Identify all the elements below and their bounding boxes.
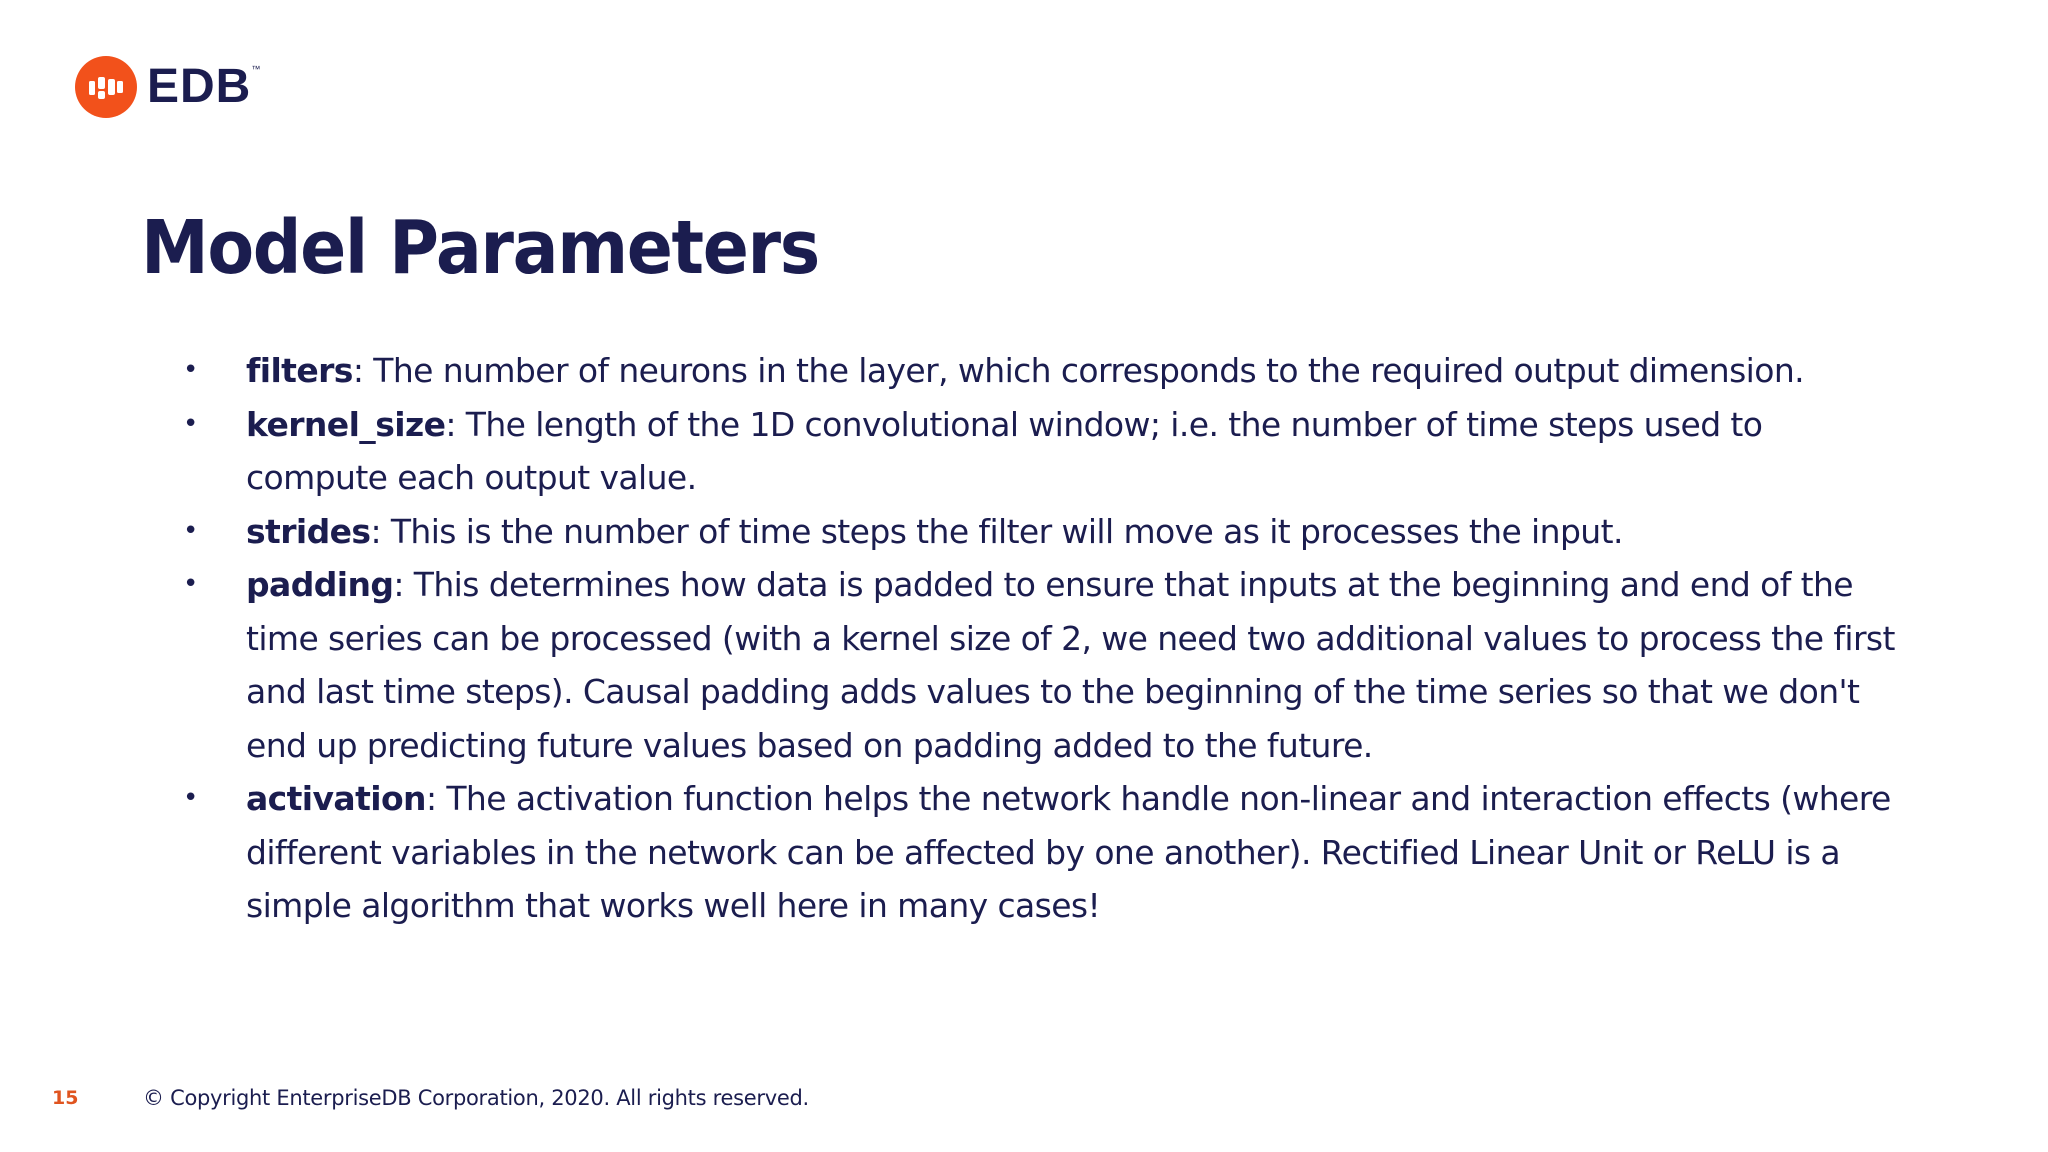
bullet-item-strides — [180, 505, 1910, 559]
bullet-text: : The length of the 1D convolutional window; i.e. the number of time steps used to compute each output value. — [246, 404, 1763, 497]
bullet-dot-icon: • — [183, 783, 198, 813]
bullet-term: padding — [246, 565, 394, 604]
bullet-text: : The number of neurons in the layer, which corresponds to the required output dimension. — [352, 351, 1805, 390]
bullet-text: : This is the number of time steps the filter will move as it processes the input. — [370, 511, 1623, 551]
bullet-item-filters — [180, 344, 1910, 398]
bullet-dot-icon: • — [183, 408, 198, 439]
edb-logo — [75, 55, 262, 119]
bullet-term: filters — [246, 351, 353, 390]
bullet-item-padding — [180, 558, 1910, 772]
edb-logo-text — [147, 60, 262, 113]
bullet-dot-icon: • — [183, 569, 198, 599]
page-number: 15 — [52, 1087, 79, 1109]
bullet-text: : This determines how data is padded to ensure that inputs at the beginning and end of the time series can be processed (with a kernel size of 2, we need two additional values to process the first and last time steps). Causal padding adds values to the beginning of the time series so that we don't end up predicting future values based on padding added to the future. — [246, 565, 1895, 765]
bullet-item-kernel-size — [180, 398, 1910, 505]
bullet-dot-icon: • — [183, 355, 198, 385]
bullet-item-activation — [180, 772, 1910, 933]
bullet-list — [180, 344, 1910, 933]
bullet-term: kernel_size — [246, 404, 446, 444]
bullet-term: strides — [246, 511, 371, 551]
logo-trademark: ™ — [251, 64, 262, 74]
slide-title: Model Parameters — [141, 205, 819, 291]
bullet-text: : The activation function helps the network handle non-linear and interaction effects (where different variables in the network can be affected by one another). Rectified Linear Unit or ReLU is a simple algorithm that works well here in many cases! — [246, 779, 1891, 925]
copyright-notice: © Copyright EnterpriseDB Corporation, 2020. All rights reserved. — [143, 1086, 809, 1110]
logo-wordmark: EDB — [147, 60, 252, 113]
edb-logo-icon — [75, 56, 137, 118]
bullet-dot-icon: • — [183, 515, 198, 546]
bullet-term: activation — [246, 779, 426, 818]
